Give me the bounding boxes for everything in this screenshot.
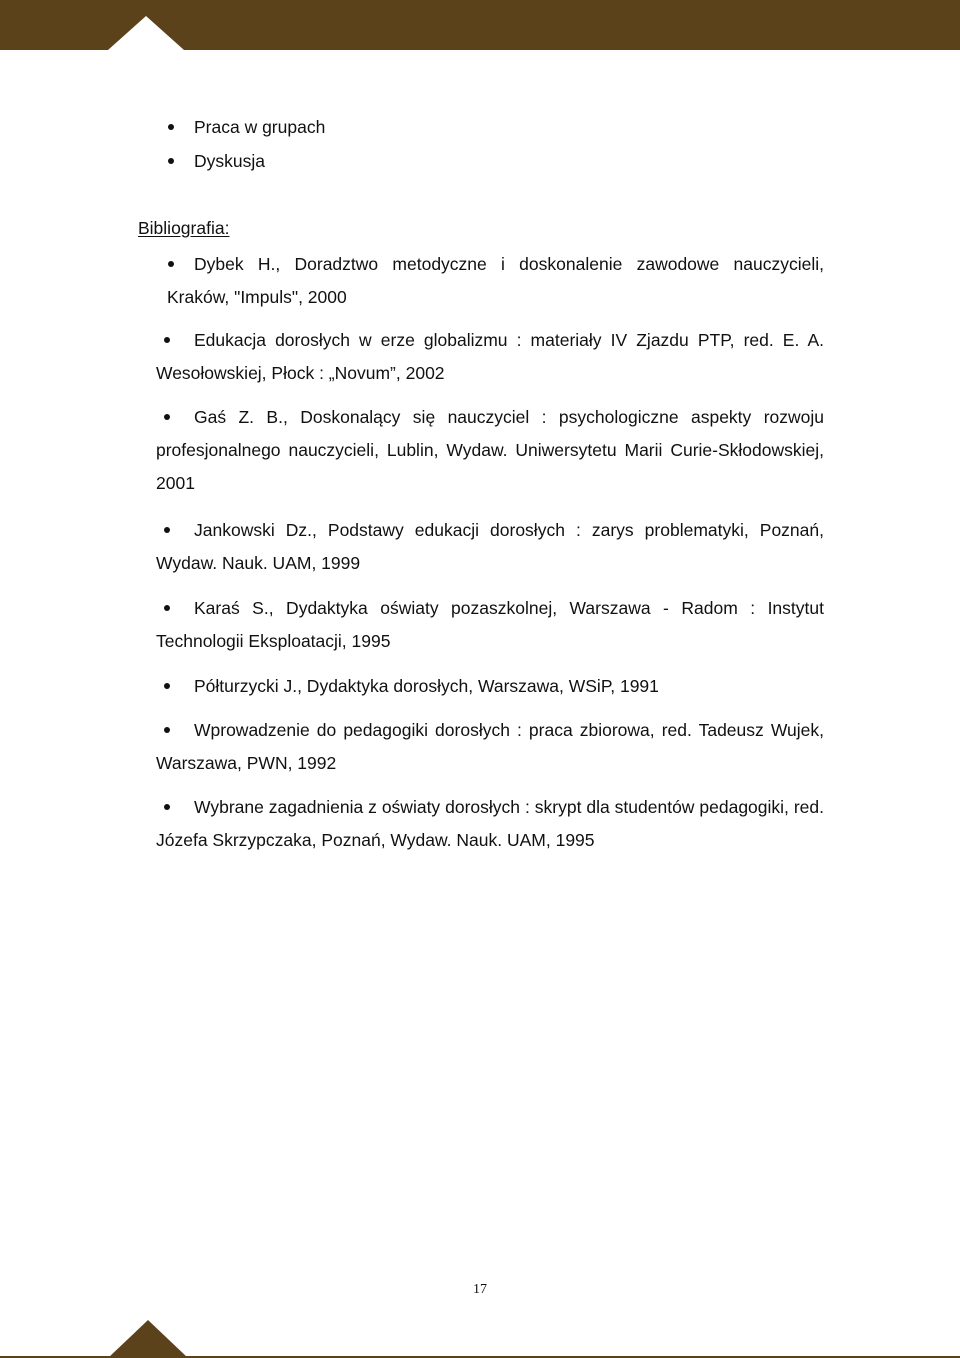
bibliography-entry-text: Dybek H., Doradztwo metodyczne i doskonalenie zawodowe nauczycieli, Kraków, "Impuls", 2000 [167,254,824,307]
bibliography-entry-text: Jankowski Dz., Podstawy edukacji dorosłych : zarys problematyki, Poznań, Wydaw. Nauk. UAM, 1999 [156,520,824,573]
bibliography-entry-text: Edukacja dorosłych w erze globalizmu : materiały IV Zjazdu PTP, red. E. A. Wesołowskiej, Płock : „Novum”, 2002 [156,330,824,383]
bibliography-entry [156,791,824,857]
bibliography-entry [156,670,824,703]
bibliography-entry-text: Gaś Z. B., Doskonalący się nauczyciel : psychologiczne aspekty rozwoju profesjonalnego nauczycieli, Lublin, Wydaw. Uniwersytetu Marii Curie-Skłodowskiej, 2001 [156,407,824,493]
bibliography-entry [167,248,824,314]
bibliography-entry [156,324,824,390]
bibliography-entry [156,514,824,580]
bibliography-entry-text: Wprowadzenie do pedagogiki dorosłych : praca zbiorowa, red. Tadeusz Wujek, Warszawa, PWN, 1992 [156,720,824,773]
footer-triangle-decoration [108,1320,188,1358]
bibliography-entry [156,592,824,658]
bullet-icon [168,124,174,130]
bibliography-entry-text: Półturzycki J., Dydaktyka dorosłych, Warszawa, WSiP, 1991 [194,676,659,696]
page-number: 17 [473,1282,487,1297]
bullet-icon [168,158,174,164]
header-notch-decoration [108,16,184,50]
bibliography-heading: Bibliografia: [138,218,230,238]
method-item: Praca w grupach [194,117,326,137]
bibliography-entry-text: Wybrane zagadnienia z oświaty dorosłych : skrypt dla studentów pedagogiki, red. Józefa Skrzypczaka, Poznań, Wydaw. Nauk. UAM, 1995 [156,797,824,850]
bibliography-entry [156,714,824,780]
method-item: Dyskusja [194,151,265,171]
bibliography-entry-text: Karaś S., Dydaktyka oświaty pozaszkolnej, Warszawa - Radom : Instytut Technologii Eksploatacji, 1995 [156,598,824,651]
bibliography-entry [156,401,824,500]
